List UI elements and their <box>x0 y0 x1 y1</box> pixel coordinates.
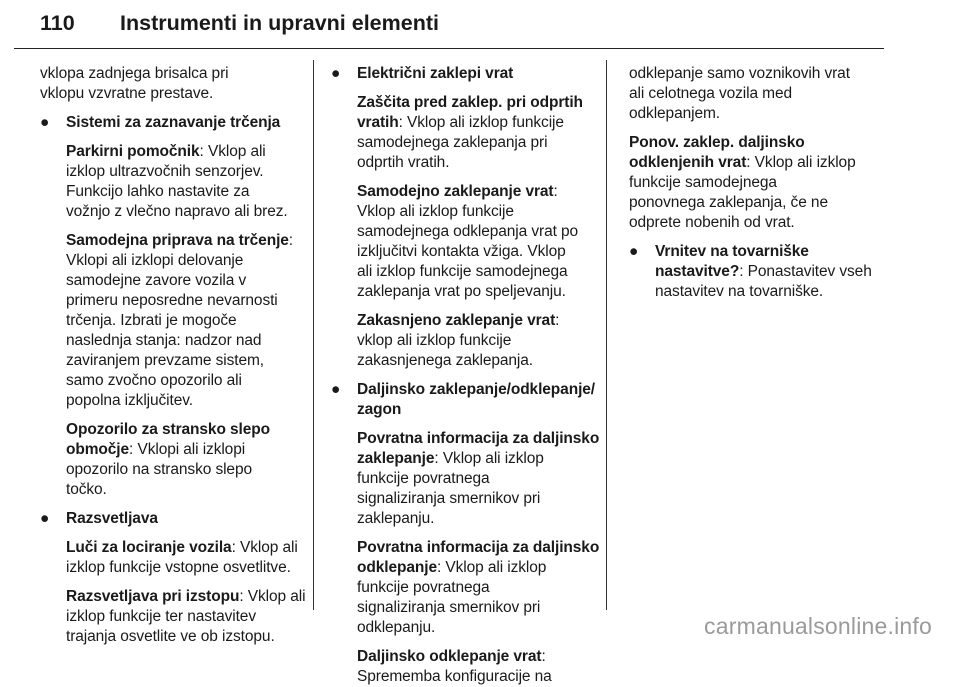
section-heading: Električni zaklepi vrat <box>357 65 514 82</box>
section-heading: Vrnitev na tovarniške <box>655 243 809 260</box>
text-column-1 <box>40 64 306 647</box>
bullet-item: ● Vrnitev na tovarniške nastavitve?: Ponastavitev vseh nastavitev na tovarniške. <box>629 242 891 302</box>
page-header <box>14 0 884 49</box>
paragraph: Razsvetljava pri izstopu: Vklop ali izklop funkcije ter nastavitev trajanja osvetlite ve ob izstopu. <box>66 588 306 645</box>
column-divider <box>313 60 314 610</box>
bullet-icon: ● <box>331 381 341 398</box>
text-column-2 <box>331 64 600 687</box>
paragraph: odklepanje samo voznikovih vrat ali celotnega vozila med odklepanjem. <box>629 65 850 122</box>
paragraph: Zaščita pred zaklep. pri odprtih vratih: Vklop ali izklop funkcije samodejnega zaklepanja pri odprtih vratih. <box>357 94 583 171</box>
paragraph: Zakasnjeno zaklepanje vrat: vklop ali izklop funkcije zakasnjenega zaklepanja. <box>357 312 560 369</box>
text-column-3 <box>629 64 891 302</box>
bullet-item <box>331 64 597 84</box>
column-divider <box>606 60 607 610</box>
paragraph: Samodejna priprava na trčenje: Vklopi ali izklopi delovanje samodejne zavore vozila v primeru neposredne nevarnosti trčenja. Izbrati je mogoče naslednja stanja: nadzor nad zaviranjem prevzame sistem, samo zvočno opozorilo ali popolna izključitev. <box>66 232 294 409</box>
bullet-item <box>40 509 302 529</box>
page-number: 110 <box>40 11 75 35</box>
paragraph: Daljinsko odklepanje vrat: Sprememba konfiguracije na <box>357 648 552 685</box>
bullet-icon: ● <box>331 65 341 82</box>
section-heading: Daljinsko zaklepanje/odklepanje/ <box>357 381 595 398</box>
paragraph: Povratna informacija za daljinsko zaklepanje: Vklop ali izklop funkcije povratnega signaliziranja smernikov pri zaklepanju. <box>357 430 600 527</box>
bullet-item <box>40 113 302 133</box>
section-heading: Sistemi za zaznavanje trčenja <box>66 114 281 131</box>
paragraph: Samodejno zaklepanje vrat: Vklop ali izklop funkcije samodejnega odklepanja vrat po izključitvi kontakta vžiga. Vklop ali izklop funkcije samodejnega zaklepanja vrat po speljevanju. <box>357 183 579 300</box>
paragraph: Povratna informacija za daljinsko odklepanje: Vklop ali izklop funkcije povratnega signaliziranja smernikov pri odklepanju. <box>357 539 600 636</box>
bullet-icon: ● <box>629 243 639 260</box>
paragraph: vklopa zadnjega brisalca pri vklopu vzvratne prestave. <box>40 65 229 102</box>
bullet-icon: ● <box>40 114 50 131</box>
bullet-icon: ● <box>40 510 50 527</box>
watermark: carmanualsonline.info <box>704 613 932 639</box>
paragraph: Parkirni pomočnik: Vklop ali izklop ultrazvočnih senzorjev. Funkcijo lahko nastavite za vožnjo z vlečno napravo ali brez. <box>66 143 288 220</box>
bullet-item: ● Daljinsko zaklepanje/odklepanje/ zagon <box>331 381 595 418</box>
paragraph: Ponov. zaklep. daljinsko odklenjenih vrat: Vklop ali izklop funkcije samodejnega ponovnega zaklepanja, če ne odprete nobenih od vrat. <box>629 134 856 231</box>
paragraph: Opozorilo za stransko slepo območje: Vklopi ali izklopi opozorilo na stransko slepo točko. <box>66 421 271 498</box>
section-heading: Razsvetljava <box>66 510 158 527</box>
page-title: Instrumenti in upravni elementi <box>120 11 439 35</box>
paragraph: Luči za lociranje vozila: Vklop ali izklop funkcije vstopne osvetlitve. <box>66 539 298 576</box>
